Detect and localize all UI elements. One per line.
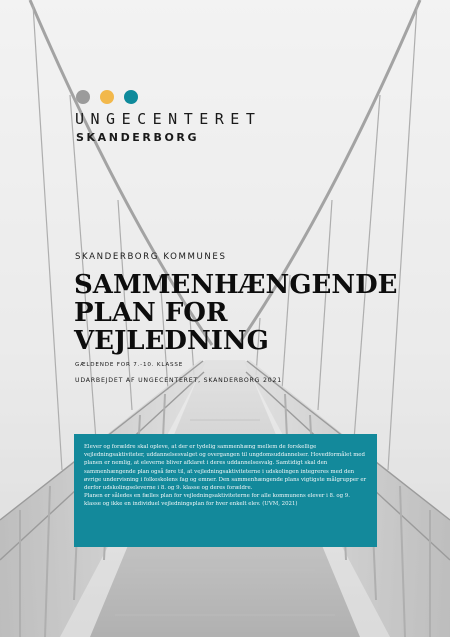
title-line: PLAN FOR [74, 298, 228, 328]
document-title [74, 270, 398, 356]
intro-paragraph: Planen er således en fælles plan for vejledningsaktiviteterne for alle kommunens elever i 8. og 9. klasse og ikke en individuel vejledningsplan for hver enkelt elev. (UVM, 2021) [84, 493, 350, 508]
brand-dots [76, 90, 138, 104]
organization-city: SKANDERBORG [76, 131, 200, 144]
credit-line: UDARBEJDET AF UNGECENTERET, SKANDERBORG 2021 [75, 377, 282, 384]
brand-dot-gray [76, 90, 90, 104]
brand-dot-yellow [100, 90, 114, 104]
intro-text-box [74, 434, 377, 547]
brand-dot-teal [124, 90, 138, 104]
document-kicker: SKANDERBORG KOMMUNES [75, 252, 227, 262]
title-line: VEJLEDNING [74, 326, 269, 356]
title-line: SAMMENHÆNGENDE [74, 270, 398, 300]
intro-paragraph: Elever og forældre skal opleve, at der er tydelig sammenhæng mellem de forskellige vejledningsaktiviteter, uddannelsesvalget og overgangen til ungdomsuddannelser. Hovedformålet med planen er nemlig, at eleverne bliver afklaret i deres uddannelsesvalg. Samtidigt skal den sammenhængende plan også føre til, at vejledningsaktiviteterne i udskolingen integreres med den øvrige undervisning i folkeskolens fag og emner. Den sammenhængende plans vigtigste målgrupper er derfor udskolingseleverne i 8. og 9. klasse og deres forældre. [84, 444, 367, 492]
grade-level-line: GÆLDENDE FOR 7.-10. KLASSE [75, 362, 184, 368]
organization-name: UNGECENTERET [75, 110, 262, 128]
